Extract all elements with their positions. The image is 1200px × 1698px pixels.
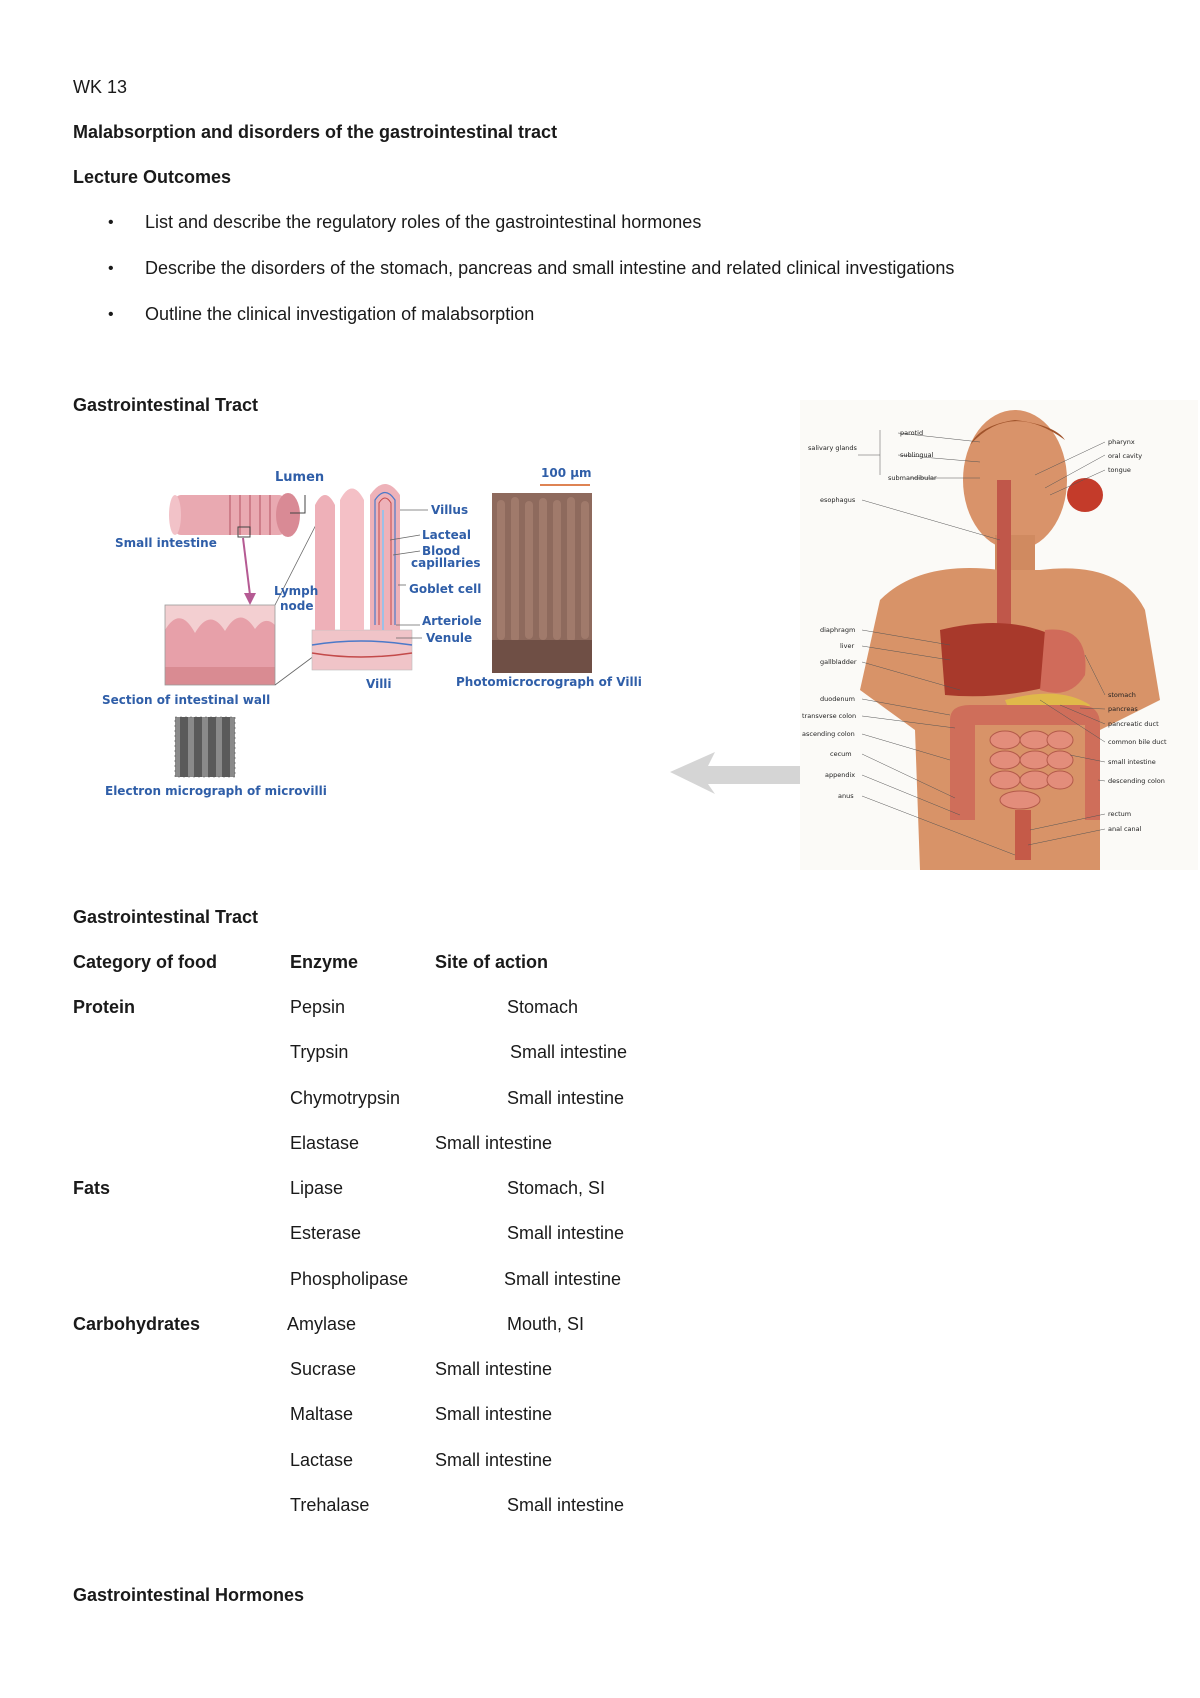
label-transverse-colon: transverse colon: [802, 712, 857, 720]
label-tongue: tongue: [1108, 466, 1131, 474]
table-cell-site: Small intestine: [507, 1495, 625, 1515]
label-parotid: parotid: [900, 429, 924, 437]
label-esophagus: esophagus: [820, 496, 856, 504]
label-photomicrograph: Photomicrocrograph of Villi: [456, 675, 642, 689]
table-cell-enzyme: Elastase: [290, 1133, 360, 1153]
label-section-wall: Section of intestinal wall: [102, 693, 271, 707]
label-lacteal: Lacteal: [422, 528, 471, 542]
table-cell-site: Small intestine: [435, 1133, 553, 1153]
table-cell-category: Carbohydrates: [73, 1314, 201, 1334]
label-small-intestine: Small intestine: [115, 536, 217, 550]
label-goblet-cell: Goblet cell: [409, 582, 482, 596]
label-small-intestine-diagram: small intestine: [1108, 758, 1156, 766]
label-pancreatic-duct: pancreatic duct: [1108, 720, 1159, 728]
table-cell-enzyme: Pepsin: [290, 997, 346, 1017]
label-diaphragm: diaphragm: [820, 626, 856, 634]
table-header-site: Site of action: [435, 952, 549, 972]
label-villi: Villi: [366, 677, 392, 691]
document-title: Malabsorption and disorders of the gastrointestinal tract: [73, 122, 558, 142]
label-cecum: cecum: [830, 750, 852, 758]
table-cell-category: Fats: [73, 1178, 111, 1198]
intestinal-wall-section: [165, 605, 275, 685]
label-appendix: appendix: [825, 771, 856, 779]
electron-micrograph: [175, 717, 235, 777]
photomicrograph: [492, 493, 592, 673]
outcome-item: Describe the disorders of the stomach, pancreas and small intestine and related clinical investigations: [145, 258, 955, 278]
label-rectum: rectum: [1108, 810, 1132, 818]
table-cell-site: Mouth, SI: [507, 1314, 585, 1334]
table-cell-enzyme: Lactase: [290, 1450, 354, 1470]
label-scale: 100 µm: [541, 466, 592, 480]
label-pancreas: pancreas: [1108, 705, 1138, 713]
arrow-left-icon: [670, 750, 810, 800]
label-stomach: stomach: [1108, 691, 1136, 699]
section-heading-gi-tract: Gastrointestinal Tract: [73, 395, 259, 415]
table-cell-enzyme: Amylase: [287, 1314, 357, 1334]
label-sublingual: sublingual: [900, 451, 934, 459]
section-heading-gi-hormones: Gastrointestinal Hormones: [73, 1585, 305, 1605]
week-label: WK 13: [73, 77, 128, 97]
label-electron-micrograph: Electron micrograph of microvilli: [105, 784, 327, 798]
outcome-item: List and describe the regulatory roles of the gastrointestinal hormones: [145, 212, 702, 232]
label-oral-cavity: oral cavity: [1108, 452, 1143, 460]
bullet-icon: •: [108, 306, 114, 323]
table-cell-enzyme: Trehalase: [290, 1495, 370, 1515]
section-heading-gi-tract-2: Gastrointestinal Tract: [73, 907, 259, 927]
label-salivary: salivary glands: [808, 444, 857, 452]
label-gallbladder: gallbladder: [820, 658, 857, 666]
outcomes-heading: Lecture Outcomes: [73, 167, 232, 187]
label-lumen: Lumen: [275, 470, 325, 485]
table-cell-enzyme: Lipase: [290, 1178, 344, 1198]
table-cell-site: Stomach, SI: [507, 1178, 606, 1198]
label-duodenum: duodenum: [820, 695, 855, 703]
villi-figure: [100, 455, 700, 810]
table-cell-site: Small intestine: [510, 1042, 628, 1062]
table-cell-category: Protein: [73, 997, 136, 1017]
label-villus: Villus: [431, 503, 469, 517]
table-header-enzyme: Enzyme: [290, 952, 359, 972]
label-blood: Blood: [422, 544, 461, 558]
label-descending-colon: descending colon: [1108, 777, 1165, 785]
label-ascending-colon: ascending colon: [802, 730, 855, 738]
table-cell-site: Small intestine: [507, 1088, 625, 1108]
table-cell-site: Small intestine: [435, 1450, 553, 1470]
villi-illustration: [312, 484, 412, 670]
table-cell-enzyme: Maltase: [290, 1404, 354, 1424]
label-liver: liver: [840, 642, 855, 650]
table-cell-site: Small intestine: [435, 1404, 553, 1424]
label-pharynx: pharynx: [1108, 438, 1135, 446]
table-cell-enzyme: Chymotrypsin: [290, 1088, 401, 1108]
label-node: node: [280, 599, 314, 613]
table-cell-site: Stomach: [507, 997, 579, 1017]
label-anal-canal: anal canal: [1108, 825, 1142, 833]
table-cell-site: Small intestine: [435, 1359, 553, 1379]
label-arteriole: Arteriole: [422, 614, 482, 628]
table-cell-enzyme: Phospholipase: [290, 1269, 409, 1289]
table-cell-enzyme: Trypsin: [290, 1042, 349, 1062]
label-common-bile-duct: common bile duct: [1108, 738, 1167, 746]
bullet-icon: •: [108, 260, 114, 277]
digestive-system-figure: [800, 400, 1198, 870]
table-cell-site: Small intestine: [504, 1269, 622, 1289]
label-capillaries: capillaries: [411, 556, 481, 570]
small-intestine-illustration: [169, 493, 300, 537]
table-cell-site: Small intestine: [507, 1223, 625, 1243]
table-cell-enzyme: Esterase: [290, 1223, 362, 1243]
outcome-item: Outline the clinical investigation of malabsorption: [145, 304, 535, 324]
label-submandibular: submandibular: [888, 474, 937, 482]
label-lymph: Lymph: [274, 584, 319, 598]
table-cell-enzyme: Sucrase: [290, 1359, 357, 1379]
label-venule: Venule: [426, 631, 473, 645]
bullet-icon: •: [108, 214, 114, 231]
label-anus: anus: [838, 792, 854, 800]
table-header-category: Category of food: [73, 952, 217, 972]
